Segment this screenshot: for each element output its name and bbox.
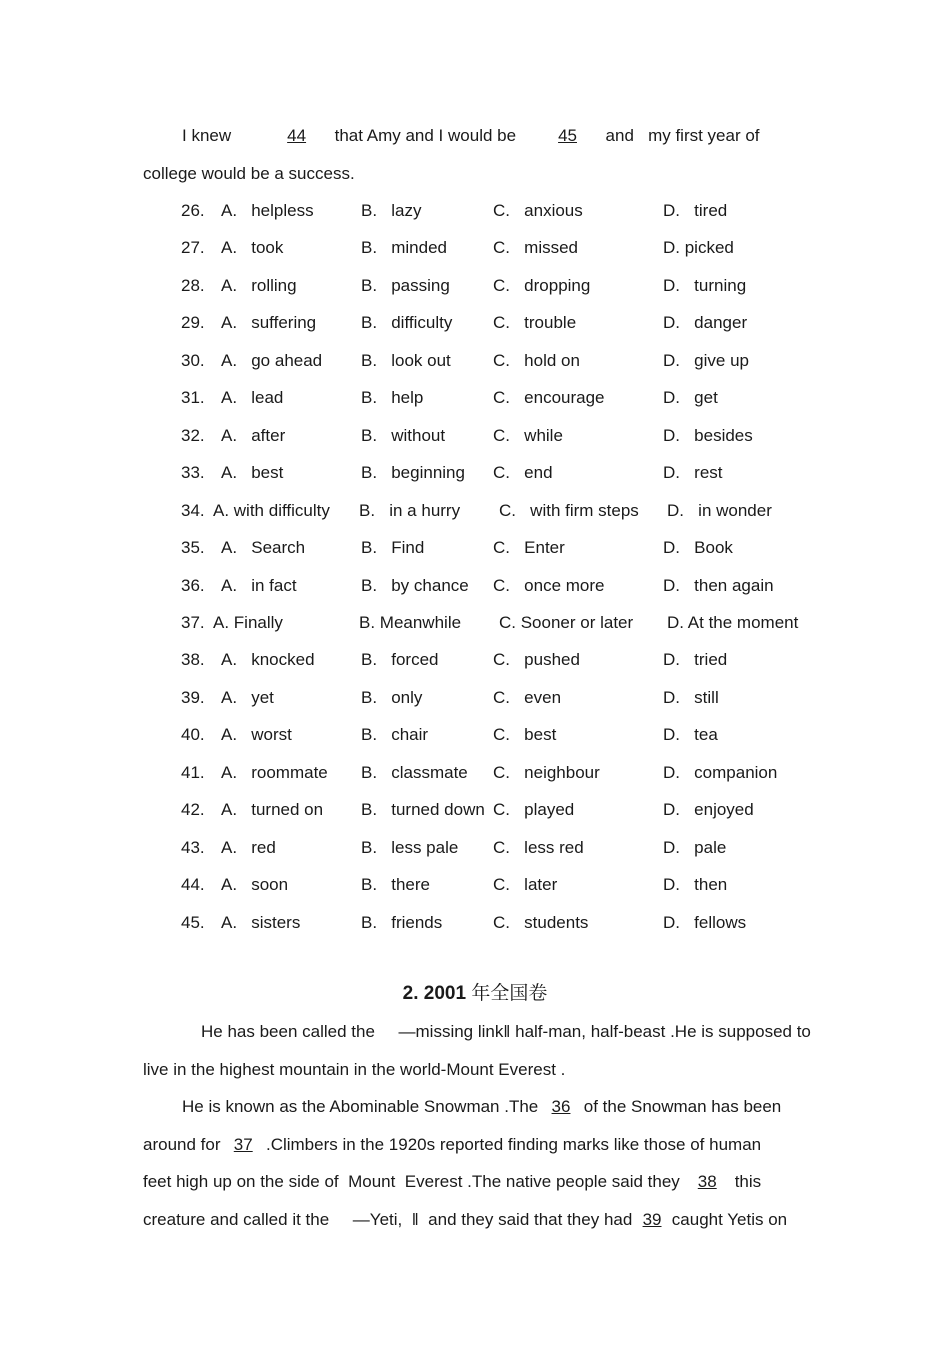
option-c: C. hold on (493, 351, 580, 370)
passage-p2-line2 (143, 1135, 761, 1155)
option-c: C. while (493, 426, 563, 445)
option-c: C. Sooner or later (499, 613, 634, 632)
option-d: D. companion (663, 763, 778, 782)
option-d: D. tired (663, 201, 728, 220)
option-b: B. friends (361, 913, 443, 932)
option-d: D. pale (663, 838, 727, 857)
question-number: 39. (181, 688, 205, 707)
section-title-label: 年全国卷 (471, 982, 548, 1004)
passage-p2-line4 (143, 1210, 787, 1230)
option-c: C. dropping (493, 276, 591, 295)
option-a: A. go ahead (221, 351, 323, 370)
option-c: C. once more (493, 576, 605, 595)
passage-p2-line4-b: caught Yetis on (671, 1210, 788, 1229)
option-b: B. forced (361, 650, 439, 669)
option-a: A. took (221, 238, 284, 257)
question-number: 26. (181, 201, 205, 220)
question-number: 33. (181, 463, 205, 482)
option-d: D. Book (663, 538, 733, 557)
option-b: B. chair (361, 725, 429, 744)
passage-p2-line3 (143, 1172, 761, 1192)
option-c: C. with firm steps (499, 501, 639, 520)
intro-text-b: that Amy and I would be (334, 126, 517, 145)
option-a: A. turned on (221, 800, 324, 819)
option-d: D. tea (663, 725, 718, 744)
option-c: C. missed (493, 238, 579, 257)
section-title (0, 978, 950, 1005)
option-d: D. fellows (663, 913, 747, 932)
section-title-number: 2. 2001 (402, 983, 467, 1004)
option-b: B. passing (361, 276, 450, 295)
option-a: A. red (221, 838, 276, 857)
option-c: C. end (493, 463, 553, 482)
question-number: 34. (181, 501, 205, 520)
option-d: D. then again (663, 576, 774, 595)
option-d: D. At the moment (667, 613, 799, 632)
option-a: A. sisters (221, 913, 301, 932)
question-number: 35. (181, 538, 205, 557)
option-c: C. trouble (493, 313, 577, 332)
question-number: 36. (181, 576, 205, 595)
option-b: B. lazy (361, 201, 422, 220)
intro-line-2: college would be a success. (143, 164, 355, 183)
passage-p2-line3-b: this (734, 1172, 762, 1191)
question-number: 44. (181, 875, 205, 894)
option-a: A. Search (221, 538, 306, 557)
option-c: C. later (493, 875, 558, 894)
option-a: A. worst (221, 725, 292, 744)
question-number: 38. (181, 650, 205, 669)
question-number: 31. (181, 388, 205, 407)
option-a: A. best (221, 463, 284, 482)
option-a: A. rolling (221, 276, 297, 295)
option-d: D. still (663, 688, 719, 707)
option-c: C. less red (493, 838, 584, 857)
question-number: 32. (181, 426, 205, 445)
option-a: A. helpless (221, 201, 314, 220)
option-d: D. besides (663, 426, 753, 445)
question-number: 43. (181, 838, 205, 857)
blank-36: 36 (551, 1097, 571, 1116)
passage-p1-line1: He has been called the —missing link‖ half-man, half-beast .He is supposed to (201, 1022, 811, 1041)
option-b: B. minded (361, 238, 447, 257)
option-d: D. then (663, 875, 728, 894)
option-b: B. difficulty (361, 313, 453, 332)
option-a: A. yet (221, 688, 274, 707)
option-b: B. less pale (361, 838, 459, 857)
option-a: A. suffering (221, 313, 317, 332)
option-d: D. in wonder (667, 501, 772, 520)
option-a: A. after (221, 426, 286, 445)
option-c: C. best (493, 725, 557, 744)
option-a: A. Finally (213, 613, 283, 632)
option-a: A. in fact (221, 576, 297, 595)
option-d: D. tried (663, 650, 728, 669)
option-d: D. give up (663, 351, 749, 370)
option-a: A. knocked (221, 650, 315, 669)
passage-p2-line2-b: .Climbers in the 1920s reported finding marks like those of human (265, 1135, 762, 1154)
blank-38: 38 (697, 1172, 717, 1191)
intro-text-c: and my first year of (605, 126, 760, 145)
question-number: 28. (181, 276, 205, 295)
option-b: B. Meanwhile (359, 613, 462, 632)
blank-39: 39 (642, 1210, 662, 1229)
option-c: C. neighbour (493, 763, 600, 782)
passage-p2-line2-a: around for (143, 1135, 221, 1154)
option-d: D. picked (663, 238, 734, 257)
question-number: 29. (181, 313, 205, 332)
option-b: B. Find (361, 538, 425, 557)
option-c: C. anxious (493, 201, 583, 220)
question-number: 41. (181, 763, 205, 782)
option-c: C. students (493, 913, 589, 932)
option-c: C. even (493, 688, 562, 707)
option-d: D. danger (663, 313, 748, 332)
passage-p2-line3-a: feet high up on the side of Mount Everest .The native people said they (143, 1172, 680, 1191)
option-c: C. pushed (493, 650, 580, 669)
question-number: 45. (181, 913, 205, 932)
option-a: A. roommate (221, 763, 328, 782)
blank-45: 45 (558, 126, 577, 145)
option-b: B. there (361, 875, 430, 894)
option-b: B. in a hurry (359, 501, 461, 520)
intro-text-a: I knew (182, 126, 232, 145)
option-d: D. get (663, 388, 718, 407)
option-b: B. look out (361, 351, 451, 370)
option-c: C. Enter (493, 538, 565, 557)
passage-p2-line1 (182, 1097, 781, 1117)
passage-p2-line1-b: of the Snowman has been (583, 1097, 782, 1116)
question-number: 42. (181, 800, 205, 819)
option-d: D. rest (663, 463, 723, 482)
option-b: B. only (361, 688, 423, 707)
question-number: 40. (181, 725, 205, 744)
question-number: 30. (181, 351, 205, 370)
option-b: B. beginning (361, 463, 465, 482)
option-b: B. classmate (361, 763, 468, 782)
option-a: A. soon (221, 875, 289, 894)
option-d: D. turning (663, 276, 747, 295)
option-d: D. enjoyed (663, 800, 754, 819)
passage-p2-line1-a: He is known as the Abominable Snowman .The (182, 1097, 539, 1116)
intro-line-1 (182, 126, 760, 146)
question-number: 27. (181, 238, 205, 257)
option-b: B. turned down (361, 800, 485, 819)
passage-p2-line4-a: creature and called it the —Yeti, ‖ and they said that they had (143, 1210, 633, 1229)
option-c: C. played (493, 800, 575, 819)
option-b: B. by chance (361, 576, 469, 595)
question-number: 37. (181, 613, 205, 632)
option-a: A. lead (221, 388, 284, 407)
option-a: A. with difficulty (213, 501, 330, 520)
option-b: B. help (361, 388, 424, 407)
option-b: B. without (361, 426, 446, 445)
blank-37: 37 (233, 1135, 253, 1154)
passage-p1-line2: live in the highest mountain in the world-Mount Everest . (143, 1060, 566, 1079)
blank-44: 44 (287, 126, 307, 145)
option-c: C. encourage (493, 388, 605, 407)
